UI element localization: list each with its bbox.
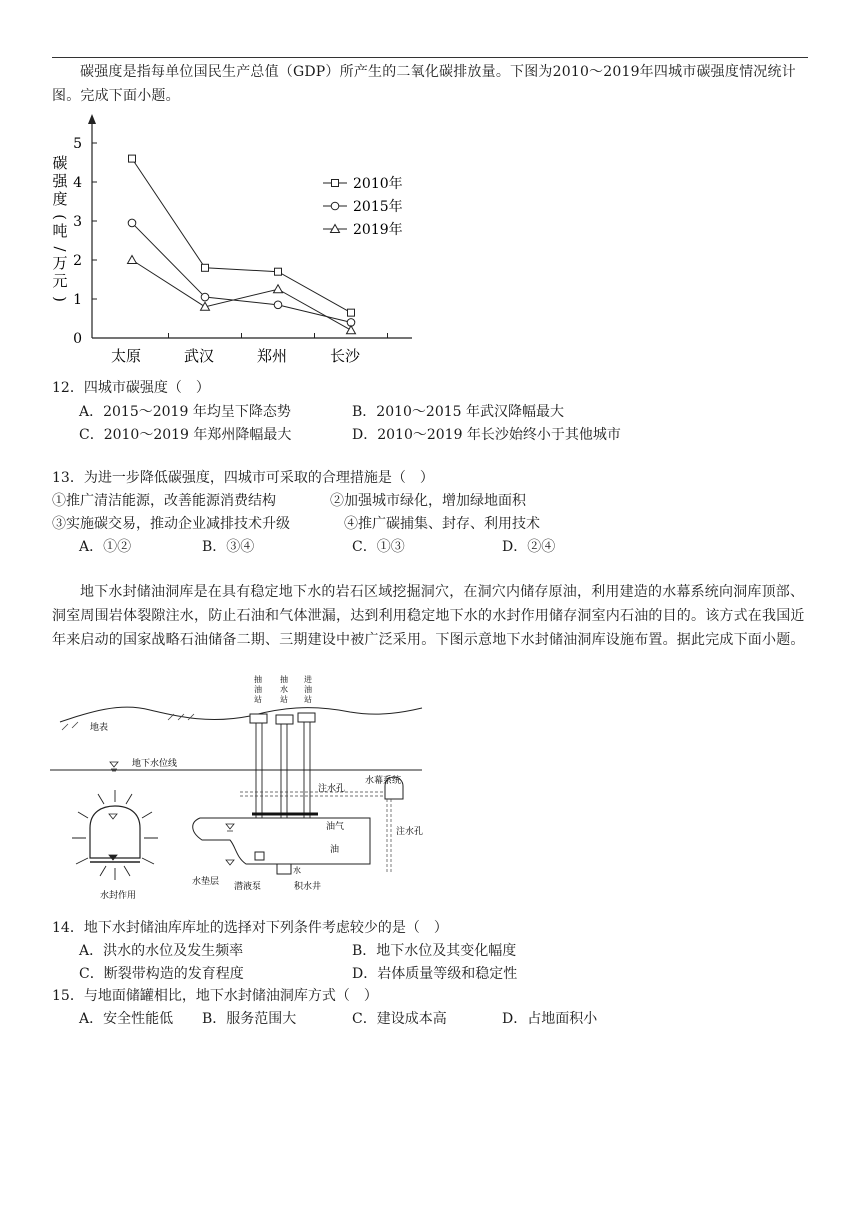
q15-option-b[interactable]: B．服务范围大 xyxy=(202,1011,297,1027)
submersible-pump xyxy=(255,852,264,860)
y-tick-label: 4 xyxy=(73,175,82,191)
data-point xyxy=(201,293,209,301)
injection-hole-label-2: 注水孔 xyxy=(396,827,424,837)
q13-item-1: ①推广清洁能源，改善能源消费结构 xyxy=(52,493,276,509)
q15-stem: 15．与地面储罐相比，地下水封储油洞库方式（ ） xyxy=(52,988,378,1004)
water-cushion-label: 水垫层 xyxy=(192,877,220,887)
injection-hole-vertical xyxy=(387,799,391,872)
data-point xyxy=(274,301,282,309)
y-tick-label: 0 xyxy=(73,331,82,347)
y-axis-arrow xyxy=(88,114,96,124)
y-label-char: 碳 xyxy=(52,154,68,172)
q15-option-a[interactable]: A．安全性能低 xyxy=(79,1011,174,1027)
y-label-char: ( xyxy=(51,214,69,220)
y-tick-label: 2 xyxy=(73,253,82,269)
x-tick-label: 太原 xyxy=(110,347,142,365)
q12-stem: 12．四城市碳强度（ ） xyxy=(52,380,210,396)
data-point xyxy=(128,219,136,227)
intro-paragraph-2: 地下水封储油洞库是在具有稳定地下水的岩石区域挖掘洞穴，在洞穴内储存原油，利用建造的水幕系统向洞库顶部、洞室周围岩体裂隙注水，防止石油和气体泄漏，达到利用稳定地下水的水封作用储存洞室内石油的目的。该方式在我国近年来启动的国家战略石油储备二期、三期建设中被广泛采用。下图示意地下水封储油洞库设施布置。据此完成下面小题。 xyxy=(52,584,805,648)
oil-pump-station xyxy=(250,714,267,723)
q13-item-3: ③实施碳交易，推动企业减排技术升级 xyxy=(52,516,290,532)
carbon-intensity-chart xyxy=(40,110,420,370)
intro-paragraph-1: 碳强度是指每单位国民生产总值（GDP）所产生的二氧化碳排放量。下图为2010～2019年四城市碳强度情况统计图。完成下面小题。 xyxy=(52,64,796,104)
y-label-char: 吨 xyxy=(52,222,68,240)
sump-label: 积水井 xyxy=(294,882,322,892)
data-point xyxy=(275,268,282,275)
water-seal-label: 水封作用 xyxy=(100,891,137,901)
x-tick-label: 长沙 xyxy=(329,347,361,365)
sump-well xyxy=(277,864,291,874)
q13-option-b[interactable]: B．③④ xyxy=(202,539,255,555)
q13-option-c[interactable]: C．①③ xyxy=(352,539,405,555)
q13-item-2: ②加强城市绿化，增加绿地面积 xyxy=(330,493,526,509)
chart-legend xyxy=(323,175,403,238)
q14-option-c[interactable]: C．断裂带构造的发育程度 xyxy=(79,966,244,982)
water-label: 水 xyxy=(293,866,301,875)
oil-storage-diagram xyxy=(50,672,430,902)
x-tick-label: 武汉 xyxy=(183,347,215,365)
series-line-3 xyxy=(132,260,351,330)
legend-marker xyxy=(332,180,339,187)
station-label-oil-in: 进油站 xyxy=(304,675,312,704)
ground-surface-line xyxy=(60,707,422,722)
y-label-char: 元 xyxy=(52,272,68,290)
legend-label: 2019年 xyxy=(353,222,403,238)
station-label-water-out: 抽水站 xyxy=(280,675,288,704)
q13-item-4: ④推广碳捕集、封存、利用技术 xyxy=(344,516,540,532)
ground-hatch xyxy=(62,714,194,730)
legend-label: 2010年 xyxy=(353,176,403,192)
water-pump-station xyxy=(276,715,293,724)
water-table-label: 地下水位线 xyxy=(132,759,178,769)
submersible-pump-label: 潜液泵 xyxy=(234,882,262,892)
y-tick-label: 3 xyxy=(73,214,82,230)
water-seal-illustration xyxy=(72,790,158,880)
chart-series xyxy=(128,155,356,334)
surface-label: 地表 xyxy=(90,723,109,733)
y-axis-label xyxy=(51,154,69,302)
q14-option-d[interactable]: D．岩体质量等级和稳定性 xyxy=(352,966,518,982)
data-point xyxy=(348,309,355,316)
legend-label: 2015年 xyxy=(353,199,403,215)
injection-hole-label-1: 注水孔 xyxy=(318,784,346,794)
oil-label: 油 xyxy=(330,845,340,855)
q14-option-b[interactable]: B．地下水位及其变化幅度 xyxy=(352,943,517,959)
station-label-oil-out: 抽油站 xyxy=(254,675,262,704)
water-curtain-label: 水幕系统 xyxy=(365,776,402,786)
oil-gas-label: 油气 xyxy=(326,822,345,832)
y-tick-label: 5 xyxy=(73,136,82,152)
data-point xyxy=(129,155,136,162)
data-point xyxy=(347,326,356,334)
series-line-2 xyxy=(132,223,351,322)
cavern-bottom-symbol xyxy=(226,860,234,865)
chart-axes xyxy=(73,114,412,365)
y-label-char: / xyxy=(51,246,69,252)
q12-option-b[interactable]: B．2010～2015 年武汉降幅最大 xyxy=(352,404,564,420)
q13-option-d[interactable]: D．②④ xyxy=(502,539,556,555)
data-point xyxy=(202,264,209,271)
top-rule xyxy=(52,57,808,58)
q13-option-a[interactable]: A．①② xyxy=(79,539,132,555)
oil-intake-station xyxy=(298,713,315,722)
q12-option-a[interactable]: A．2015～2019 年均呈下降态势 xyxy=(79,404,291,420)
y-label-char: 万 xyxy=(52,254,68,272)
y-tick-label: 1 xyxy=(73,292,82,308)
q14-option-a[interactable]: A．洪水的水位及发生频率 xyxy=(79,943,244,959)
series-line-1 xyxy=(132,159,351,313)
data-point xyxy=(128,256,137,264)
q15-option-c[interactable]: C．建设成本高 xyxy=(352,1011,447,1027)
q15-option-d[interactable]: D．占地面积小 xyxy=(502,1011,598,1027)
q14-stem: 14．地下水封储油库库址的选择对下列条件考虑较少的是（ ） xyxy=(52,920,448,936)
y-label-char: 度 xyxy=(52,190,68,208)
data-point xyxy=(274,285,283,293)
legend-marker xyxy=(331,202,339,210)
x-tick-label: 郑州 xyxy=(256,347,288,365)
q12-option-c[interactable]: C．2010～2019 年郑州降幅最大 xyxy=(79,427,292,443)
y-label-char: 强 xyxy=(52,172,68,190)
q12-option-d[interactable]: D．2010～2019 年长沙始终小于其他城市 xyxy=(352,427,621,443)
y-label-char: ) xyxy=(51,296,69,302)
q13-stem: 13．为进一步降低碳强度，四城市可采取的合理措施是（ ） xyxy=(52,470,434,486)
